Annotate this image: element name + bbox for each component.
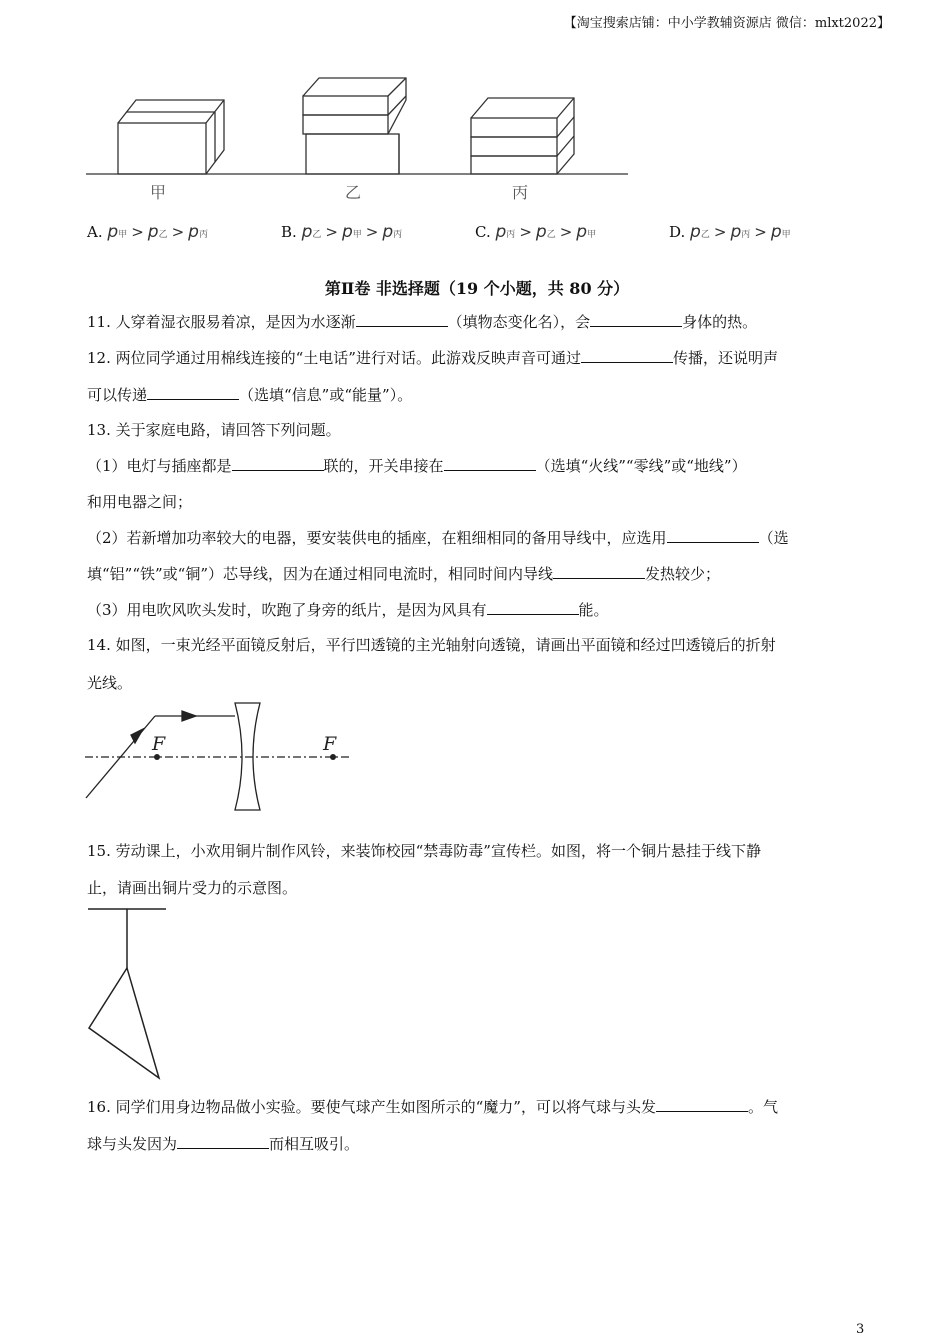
blank-16-2[interactable]: [177, 1134, 269, 1149]
option-a[interactable]: A. p甲 > p乙 > p丙: [87, 222, 208, 242]
blank-11-2[interactable]: [590, 312, 682, 327]
question-16-line2: 球与头发因为 而相互吸引。: [87, 1135, 360, 1153]
question-12-line2: 可以传递 （选填“信息”或“能量”）。: [87, 386, 413, 404]
question-13-part1: （1）电灯与插座都是 联的，开关串接在 （选填“火线”“零线”或“地线”）: [87, 457, 747, 475]
question-13-part2: （2）若新增加功率较大的电器，要安装供电的插座，在粗细相同的备用导线中，应选用 （选: [87, 529, 789, 547]
box-yi-bottom: [306, 134, 399, 174]
option-d[interactable]: D. p乙 > p丙 > p甲: [669, 222, 791, 242]
option-b[interactable]: B. p乙 > p甲 > p丙: [281, 222, 403, 242]
box-yi-top1: [303, 96, 388, 115]
label-jia: 甲: [150, 183, 167, 202]
blank-13-5[interactable]: [487, 600, 579, 615]
blank-13-3[interactable]: [667, 528, 759, 543]
box-bing-1: [471, 118, 557, 137]
blank-11-1[interactable]: [356, 312, 448, 327]
boxes-figure: [80, 70, 640, 210]
question-15-line1: 15. 劳动课上，小欢用铜片制作风铃，来装饰校园“禁毒防毒”宣传栏。如图，将一个铜片悬挂于线下静: [87, 842, 761, 860]
copper-plate-figure: [80, 900, 180, 1085]
box-yi-top2: [303, 115, 388, 134]
box-bing-3: [471, 156, 557, 174]
question-13-part1-cont: 和用电器之间；: [87, 493, 193, 511]
lens-figure: [80, 695, 360, 820]
focus-label-left: F: [152, 733, 166, 755]
blank-13-4[interactable]: [553, 564, 645, 579]
question-13-part2-cont: 填“铝”“铁”或“铜”）芯导线，因为在通过相同电流时，相同时间内导线 发热较少；: [87, 565, 721, 583]
blank-13-2[interactable]: [444, 456, 536, 471]
question-15-line2: 止，请画出铜片受力的示意图。: [87, 879, 298, 897]
question-11: 11. 人穿着湿衣服易着凉，是因为水逐渐 （填物态变化名），会 身体的热。: [87, 313, 758, 331]
question-12-line1: 12. 两位同学通过用棉线连接的“土电话”进行对话。此游戏反映声音可通过 传播，还说明声: [87, 349, 778, 367]
box-jia-front: [118, 123, 206, 174]
page-header: 【淘宝搜索店铺：中小学教辅资源店 微信：mlxt2022】: [563, 16, 890, 31]
section-title: 第Ⅱ卷 非选择题（19 个小题，共 80 分）: [324, 279, 630, 298]
label-yi: 乙: [345, 183, 362, 202]
question-14-line1: 14. 如图，一束光经平面镜反射后，平行凹透镜的主光轴射向透镜，请画出平面镜和经过凹透镜后的折射: [87, 636, 776, 654]
blank-12-1[interactable]: [581, 348, 673, 363]
blank-12-2[interactable]: [147, 385, 239, 400]
question-14-line2: 光线。: [87, 674, 133, 692]
box-bing-2: [471, 137, 557, 156]
focus-label-right: F: [323, 733, 337, 755]
option-c[interactable]: C. p丙 > p乙 > p甲: [475, 222, 597, 242]
page-number: 3: [856, 1322, 865, 1337]
question-16-line1: 16. 同学们用身边物品做小实验。要使气球产生如图所示的“魔力”，可以将气球与头发 。气: [87, 1098, 778, 1116]
label-bing: 丙: [512, 183, 529, 202]
question-13-title: 13. 关于家庭电路，请回答下列问题。: [87, 421, 341, 439]
blank-16-1[interactable]: [656, 1097, 748, 1112]
question-13-part3: （3）用电吹风吹头发时，吹跑了身旁的纸片，是因为风具有 能。: [87, 601, 609, 619]
blank-13-1[interactable]: [232, 456, 324, 471]
